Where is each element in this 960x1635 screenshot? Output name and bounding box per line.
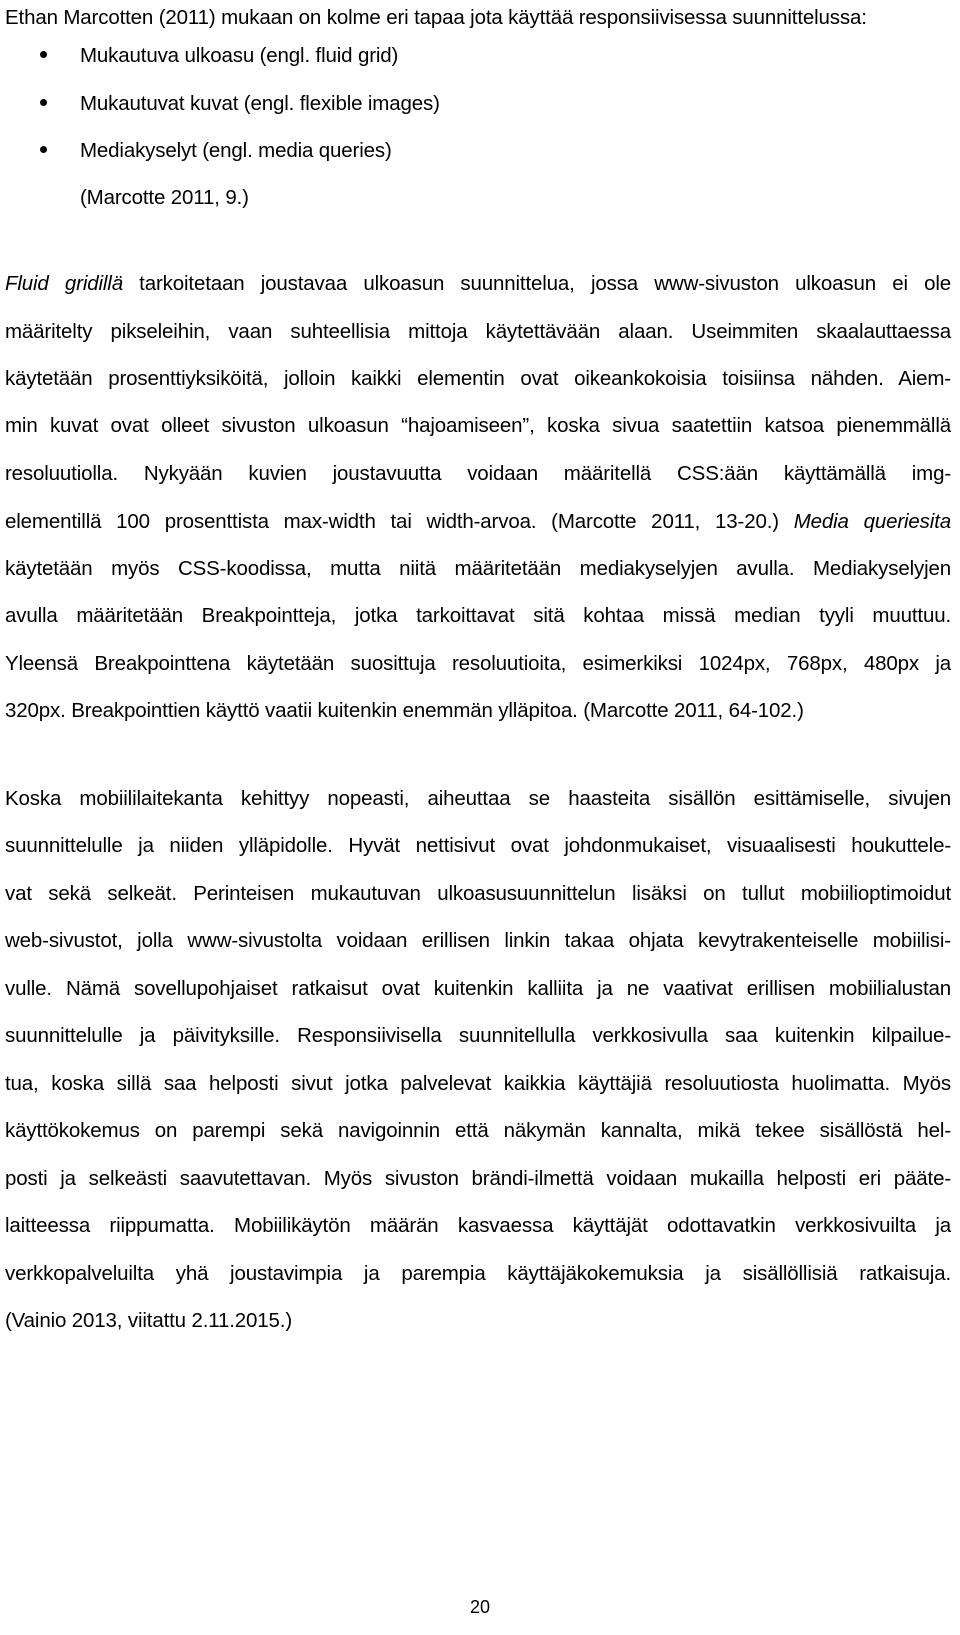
bullet-item-media-queries bbox=[40, 139, 392, 163]
term-media-queries: Media queriesita bbox=[793, 510, 951, 533]
intro-sentence: Ethan Marcotten (2011) mukaan on kolme eri tapaa jota käyttää responsiivisessa suunnittelussa: bbox=[5, 6, 867, 29]
paragraph-line: laitteessa riippumatta. Mobiilikäytön määrän kasvaessa käyttäjät odottavatkin verkkosivuilta ja bbox=[5, 1214, 951, 1237]
paragraph-line: 320px. Breakpointtien käyttö vaatii kuitenkin enemmän ylläpitoa. (Marcotte 2011, 64-102.) bbox=[5, 699, 804, 722]
paragraph-line: Koska mobiililaitekanta kehittyy nopeasti, aiheuttaa se haasteita sisällön esittämiselle, sivujen bbox=[5, 787, 951, 810]
paragraph-line: käytetään prosenttiyksiköitä, jolloin kaikki elementin ovat oikeankokoisia toisiinsa nähden. Aiem- bbox=[5, 367, 951, 390]
paragraph-line: vat sekä selkeät. Perinteisen mukautuvan ulkoasusuunnittelun lisäksi on tullut mobiilioptimoidut bbox=[5, 882, 951, 905]
paragraph-line: käytetään myös CSS-koodissa, mutta niitä määritetään mediakyselyjen avulla. Mediakyselyjen bbox=[5, 557, 951, 580]
bullet-reference: (Marcotte 2011, 9.) bbox=[80, 186, 249, 209]
paragraph-line: web-sivustot, jolla www-sivustolta voidaan erillisen linkin takaa ohjata kevytrakenteiselle mobiilisi- bbox=[5, 929, 951, 952]
paragraph-line: min kuvat ovat olleet sivuston ulkoasun “hajoamiseen”, koska sivua saatettiin katsoa pienemmällä bbox=[5, 414, 951, 437]
paragraph-line: suunnittelulle ja niiden ylläpidolle. Hyvät nettisivut ovat johdonmukaiset, visuaalisesti houkuttele- bbox=[5, 834, 951, 857]
paragraph-line: elementillä 100 prosenttista max-width tai width-arvoa. (Marcotte 2011, 13-20.) Media queriesita bbox=[5, 510, 951, 533]
paragraph-line: Yleensä Breakpointtena käytetään suosittuja resoluutioita, esimerkiksi 1024px, 768px, 480px ja bbox=[5, 652, 951, 675]
bullet-text: Mukautuva ulkoasu (engl. fluid grid) bbox=[80, 44, 399, 67]
paragraph-line: posti ja selkeästi saavutettavan. Myös sivuston brändi-ilmettä voidaan mukailla helposti eri pääte- bbox=[5, 1167, 951, 1190]
bullet-item-flexible-images bbox=[40, 92, 440, 116]
bullet-text: Mukautuvat kuvat (engl. flexible images) bbox=[80, 92, 440, 115]
paragraph-line: vulle. Nämä sovellupohjaiset ratkaisut ovat kuitenkin kalliita ja ne vaativat erillisen mobiilialustan bbox=[5, 977, 951, 1000]
bullet-dot-icon bbox=[40, 99, 47, 106]
paragraph-line: (Vainio 2013, viitattu 2.11.2015.) bbox=[5, 1309, 293, 1332]
page-number: 20 bbox=[469, 1597, 491, 1617]
paragraph-line: suunnittelulle ja päivityksille. Responsiivisella suunnitellulla verkkosivulla saa kuitenkin kilpailue- bbox=[5, 1024, 951, 1047]
paragraph-line: resoluutiolla. Nykyään kuvien joustavuutta voidaan määritellä CSS:ään käyttämällä img- bbox=[5, 462, 951, 485]
term-fluid-grid: Fluid gridillä bbox=[5, 272, 123, 295]
paragraph-line: verkkopalveluilta yhä joustavimpia ja parempia käyttäjäkokemuksia ja sisällöllisiä ratkaisuja. bbox=[5, 1262, 951, 1285]
paragraph-line: määritelty pikseleihin, vaan suhteellisia mittoja käytettävään alaan. Useimmiten skaalauttaessa bbox=[5, 320, 951, 343]
paragraph-line: Fluid gridillä tarkoitetaan joustavaa ulkoasun suunnittelua, jossa www-sivuston ulkoasun ei ole bbox=[5, 272, 951, 295]
bullet-dot-icon bbox=[40, 51, 47, 58]
paragraph-line: tua, koska sillä saa helposti sivut jotka palvelevat kaikkia käyttäjiä resoluutiosta huolimatta. Myös bbox=[5, 1072, 951, 1095]
paragraph-line: käyttökokemus on parempi sekä navigoinnin että näkymän kannalta, mikä tekee sisällöstä hel- bbox=[5, 1119, 951, 1142]
paragraph-line: avulla määritetään Breakpointteja, jotka tarkoittavat sitä kohtaa missä median tyyli muuttuu. bbox=[5, 604, 951, 627]
bullet-dot-icon bbox=[40, 146, 47, 153]
bullet-text: Mediakyselyt (engl. media queries) bbox=[80, 139, 392, 162]
bullet-item-fluid-grid bbox=[40, 44, 398, 68]
